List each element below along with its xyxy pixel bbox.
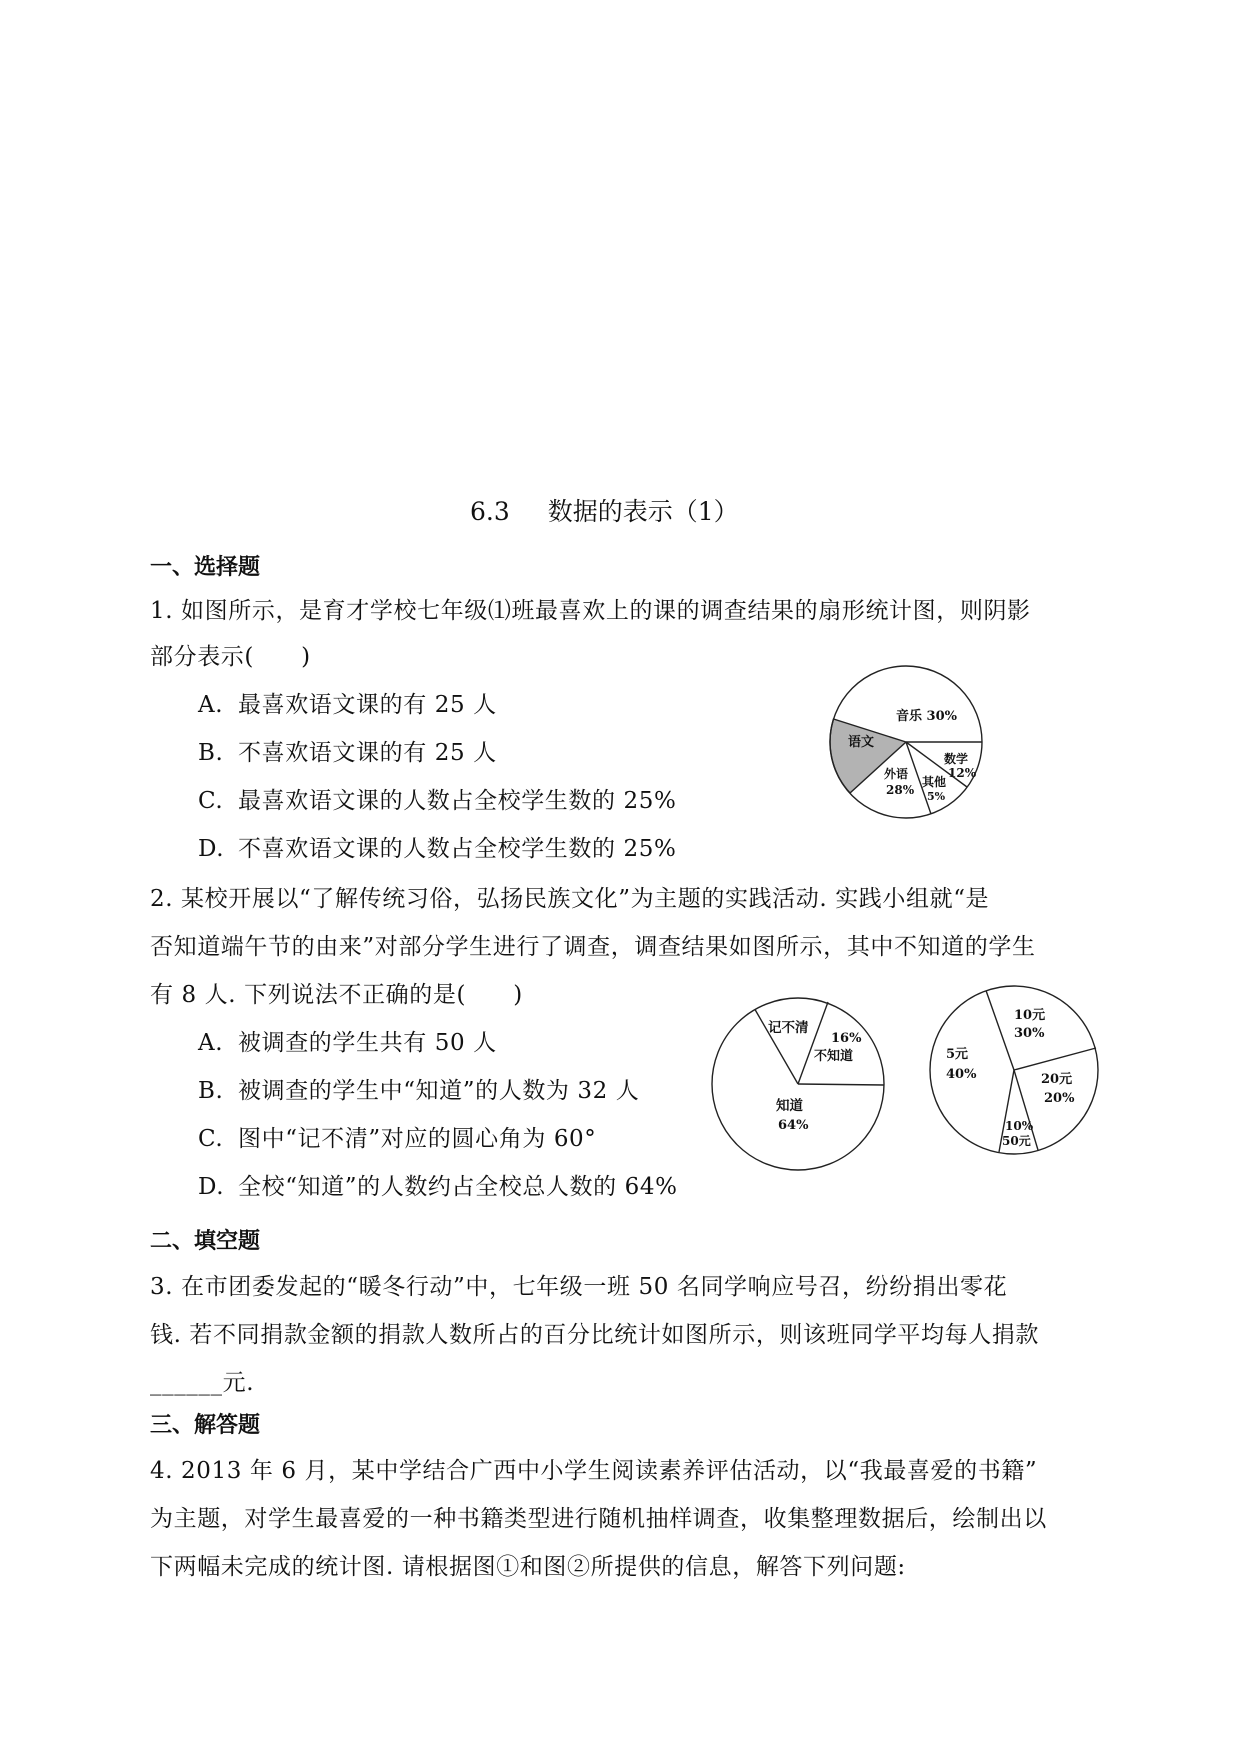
slice-value-10: 30% <box>1014 1026 1045 1041</box>
section-heading-answer: 三、解答题 <box>150 1413 261 1438</box>
q1-option-b: B. 不喜欢语文课的有 25 人 <box>198 740 497 766</box>
q3-line-3: ______元. <box>150 1370 255 1396</box>
slice-value-foreign: 28% <box>886 783 915 797</box>
slice-value-50: 10% <box>1005 1119 1034 1133</box>
slice-label-chinese: 语文 <box>848 735 875 750</box>
slice-value-5: 40% <box>946 1067 977 1082</box>
slice-label-unclear: 记不清 <box>768 1020 809 1036</box>
slice-value-know: 64% <box>778 1118 809 1133</box>
slice-value-unknown: 16% <box>831 1031 862 1046</box>
slice-value-math: 12% <box>948 766 977 780</box>
q1-option-c: C. 最喜欢语文课的人数占全校学生数的 25% <box>198 788 677 814</box>
slice-label-10: 10元 <box>1014 1008 1046 1023</box>
slice-label-5: 5元 <box>946 1047 969 1062</box>
slice-label-20: 20元 <box>1041 1072 1073 1087</box>
pie-slice-divider <box>798 1002 828 1084</box>
q2-line-1: 2. 某校开展以“了解传统习俗，弘扬民族文化”为主题的实践活动. 实践小组就“是 <box>150 886 990 912</box>
q1-line-1: 1. 如图所示，是育才学校七年级⑴班最喜欢上的课的调查结果的扇形统计图，则阴影 <box>150 598 1031 624</box>
q1-option-d: D. 不喜欢语文课的人数占全校学生数的 25% <box>198 836 677 862</box>
slice-value-other: 5% <box>927 790 946 803</box>
section-heading-fill: 二、填空题 <box>150 1229 261 1254</box>
title-number: 6.3 <box>470 497 510 526</box>
slice-label-music: 音乐 30% <box>896 709 957 724</box>
slice-value-20: 20% <box>1044 1091 1075 1106</box>
q2-line-3: 有 8 人. 下列说法不正确的是( ) <box>150 982 523 1008</box>
page-title <box>470 492 739 528</box>
q3-line-1: 3. 在市团委发起的“暖冬行动”中，七年级一班 50 名同学响应号召，纷纷捐出零花 <box>150 1274 1008 1300</box>
pie-slice-divider <box>986 991 1014 1071</box>
slice-label-50: 50元 <box>1002 1134 1031 1148</box>
q3-pie-chart <box>926 982 1102 1158</box>
q1-line-2: 部分表示( ) <box>150 644 311 670</box>
slice-label-foreign: 外语 <box>884 767 909 781</box>
pie-slice-divider <box>1014 1048 1096 1070</box>
q1-option-a: A. 最喜欢语文课的有 25 人 <box>198 692 497 718</box>
q2-option-a: A. 被调查的学生共有 50 人 <box>198 1030 497 1056</box>
slice-label-unknown: 不知道 <box>814 1049 854 1064</box>
q4-line-3: 下两幅未完成的统计图. 请根据图①和图②所提供的信息，解答下列问题: <box>150 1554 906 1580</box>
q2-option-c: C. 图中“记不清”对应的圆心角为 60° <box>198 1126 597 1152</box>
q2-option-d: D. 全校“知道”的人数约占全校总人数的 64% <box>198 1174 678 1200</box>
q2-option-b: B. 被调查的学生中“知道”的人数为 32 人 <box>198 1078 640 1104</box>
q4-line-1: 4. 2013 年 6 月，某中学结合广西中小学生阅读素养评估活动，以“我最喜爱的书籍” <box>150 1458 1038 1484</box>
slice-label-math: 数学 <box>944 752 969 766</box>
q2-line-2: 否知道端午节的由来”对部分学生进行了调查，调查结果如图所示，其中不知道的学生 <box>150 934 1036 960</box>
title-text: 数据的表示（1） <box>547 497 739 526</box>
q4-line-2: 为主题，对学生最喜爱的一种书籍类型进行随机抽样调查，收集整理数据后，绘制出以 <box>150 1506 1047 1532</box>
q3-line-2: 钱. 若不同捐款金额的捐款人数所占的百分比统计如图所示，则该班同学平均每人捐款 <box>150 1322 1040 1348</box>
pie-slice-divider <box>798 1084 884 1085</box>
section-heading-choice: 一、选择题 <box>150 555 261 580</box>
q1-pie-chart <box>826 662 986 822</box>
slice-label-other: 其他 <box>922 775 947 789</box>
q2-pie-chart <box>708 994 888 1174</box>
slice-label-know: 知道 <box>776 1098 803 1114</box>
